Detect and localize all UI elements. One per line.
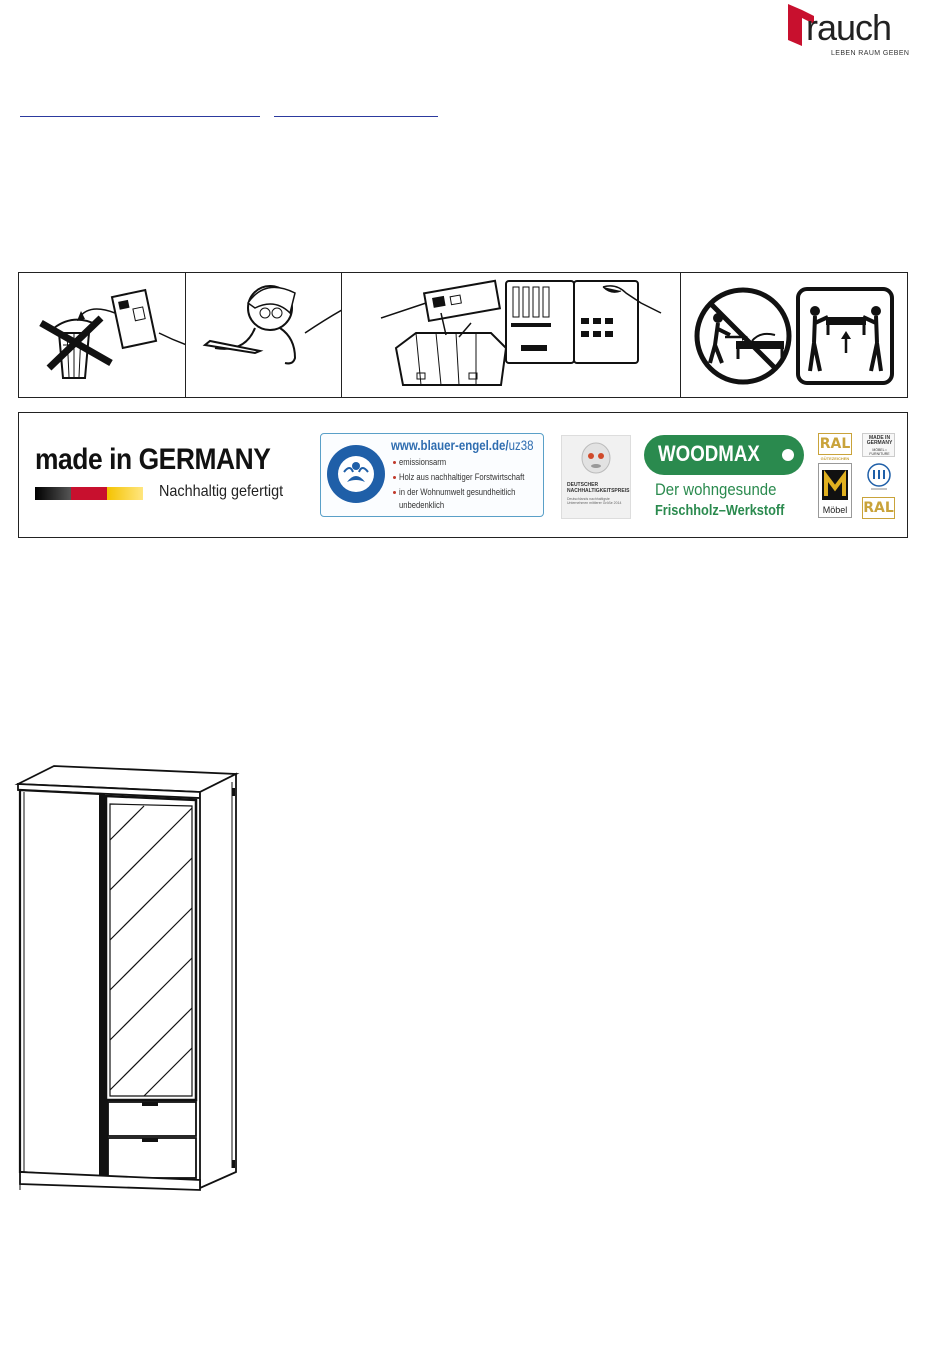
blauer-engel-item: in der Wohnumwelt gesundheitlich: [399, 487, 516, 497]
blauer-engel-url-text: www.blauer-engel.de/: [391, 437, 509, 453]
ral-label-2: RAL: [862, 497, 895, 519]
mig-mini-title: MADE IN GERMANY: [866, 435, 893, 446]
do-not-discard-instructions-icon: [19, 273, 185, 397]
blauer-engel-item: Holz aus nachhaltiger Forstwirtschaft: [399, 472, 525, 482]
moebel-label: Möbel: [822, 505, 848, 515]
made-in-germany-badge: [35, 443, 303, 500]
made-in-germany-title: made in GERMANY: [35, 443, 271, 476]
brand-tagline: LEBEN RAUM GEBEN: [831, 50, 910, 57]
blauer-engel-seal-icon: [327, 442, 385, 510]
do-not-drag-lift-furniture-icon: [680, 273, 908, 397]
brand-name: rauch: [806, 7, 892, 48]
woodmax-line2: Frischholz–Werkstoff: [655, 502, 785, 519]
woodmax-brand: WOODMAX: [658, 441, 760, 466]
blauer-engel-code: uz38: [508, 437, 534, 453]
nachhaltigkeitspreis-badge: [561, 435, 631, 519]
mig-mini-sub: MÖBEL • FURNITURE: [869, 448, 890, 456]
file-instructions-icon: [341, 273, 680, 397]
made-in-germany-subtitle: Nachhaltig gefertigt: [159, 483, 284, 500]
read-instructions-icon: [185, 273, 341, 397]
ral-guetezeichen: GÜTEZEICHEN: [820, 456, 850, 461]
woodmax-logo: [644, 435, 804, 475]
goldenes-m-badge: [818, 463, 852, 518]
blauer-engel-item: unbedenklich: [399, 500, 445, 510]
nachhaltigkeitspreis-title: DEUTSCHER NACHHALTIGKEITSPREIS: [567, 482, 630, 494]
blauer-engel-badge: [320, 433, 544, 517]
wardrobe-illustration: [14, 760, 244, 1200]
ral-label: RAL: [818, 433, 852, 455]
document-link-2[interactable]: [274, 102, 438, 117]
certifications-panel: [18, 412, 908, 538]
blauer-engel-url[interactable]: [391, 437, 533, 453]
goldenes-m-icon: [819, 466, 851, 506]
woodmax-line1: Der wohngesunde: [655, 480, 777, 499]
rauch-logo: [786, 2, 910, 60]
nachhaltigkeitspreis-subtitle: Deutschlands nachhaltigste Unternehmen mittlerer Größe 2014: [567, 497, 622, 505]
award-trophy-icon: [580, 442, 612, 476]
document-link-1[interactable]: [20, 102, 260, 117]
woodmax-dot-icon: [782, 449, 794, 461]
blauer-engel-item: emissionsarm: [399, 457, 447, 467]
quality-seal-icon: [867, 463, 891, 493]
made-in-germany-mini-badge: [862, 433, 895, 457]
instructions-panel: [18, 272, 908, 398]
